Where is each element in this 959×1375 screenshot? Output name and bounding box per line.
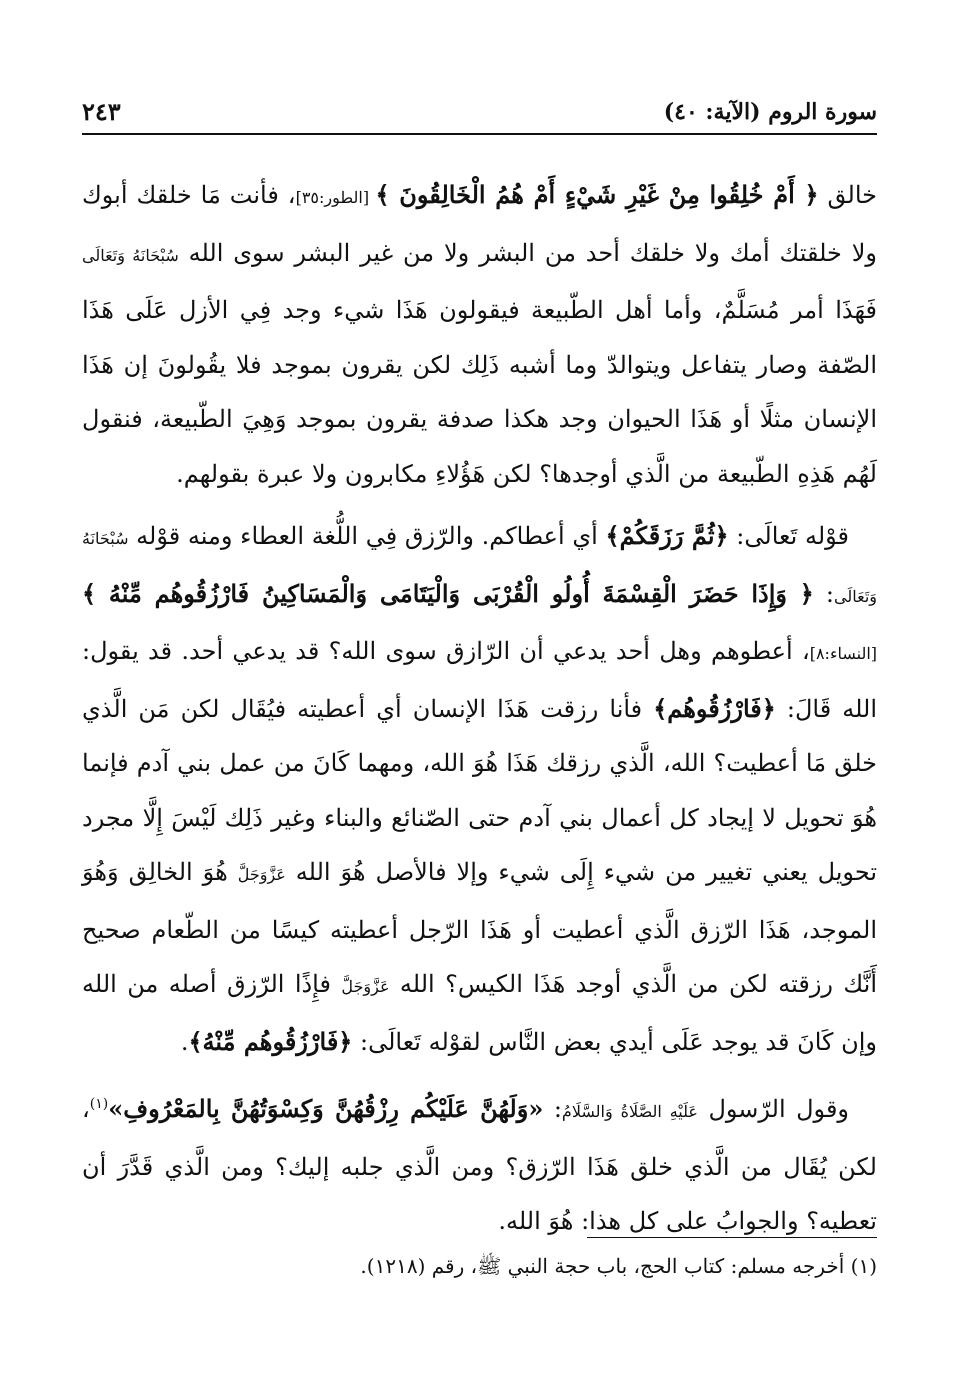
body-text: [82, 168, 877, 1257]
quran-verse: ﴿فَارْزُقُوهُم مِّنْهُ﴾: [188, 1026, 353, 1056]
text-run: وقول الرّسول: [697, 1095, 850, 1123]
text-run: فَهَذَا أمر مُسَلَّمٌ، وأما أهل الطّبيعة فيقولون هَذَا شيء وجد فِي الأزل عَلَى هَذَا الصّفة وصار يتفاعل ويتوالدّ وما أشبه ذَلِك لكن يقرون بموجد فلا يقُولونَ إن هَذَا الإنسان مثلًا أو هَذَا الحيوان وجد هكذا صدفة يقرون بموجد وَهِيَ الطّبيعة، فنقول لَهُم هَذِهِ الطّبيعة من الَّذي أوجدها؟ لكن هَؤُلاءِ مكابرون ولا عبرة بقولهم.: [82, 296, 877, 488]
text-run: ، أعطوهم وهل أحد يدعي أن الرّازق سوى الله؟ قد يدعي أحد. قد يقول: الله قَالَ:: [82, 637, 878, 723]
verse-reference: [النساء:٨]: [809, 644, 877, 663]
text-run: قوْله تَعالَى:: [728, 522, 850, 550]
hadith-quote: «وَلَهُنَّ عَلَيْكُم رِزْقُهُنَّ وَكِسْوَتُهُنَّ بِالمَعْرُوفِ»: [108, 1094, 544, 1123]
text-run: :: [543, 1095, 562, 1123]
text-run: أي أعطاكم. والرّزق فِي اللُّغة العطاء ومنه قوْله: [128, 522, 606, 550]
quran-verse: ﴿فَارْزُقُوهُم﴾: [653, 693, 776, 723]
footnote: (١) أخرجه مسلم: كتاب الحج، باب حجة النبي ﷺ، رقم (١٢١٨).: [360, 1254, 877, 1278]
paragraph-1: [82, 168, 877, 501]
text-run: ، لكن يُقَال من الَّذي خلق هَذَا الرّزق؟ ومن الَّذي جلبه إليك؟ ومن الَّذي قَدَّرَ أن تعطيه؟ والجوابُ على كل هذا: هُوَ الله.: [82, 1095, 877, 1235]
text-run: هُوَ الخالِق وَهُوَ الموجد، هَذَا الرّزق الَّذي أعطيت أو هَذَا الرّجل أعطيته كيسًا من الطّعام صحيح أَنَّك رزقته لكن من الَّذي أوجد هَذَا الكيس؟ الله: [82, 858, 877, 998]
honorific: سُبْحَانَهُ وَتَعَالَى: [82, 245, 179, 265]
text-run: .: [180, 1027, 189, 1056]
text-run: خالق: [818, 181, 877, 209]
quran-verse: ﴿ثُمَّ رَزَقَكُمْ﴾: [605, 521, 729, 550]
quran-verse: ﴿ أَمْ خُلِقُوا مِنْ غَيْرِ شَيْءٍ أَمْ هُمُ الْخَالِقُونَ ﴾: [375, 180, 819, 209]
honorific: عَزَّوَجَلَّ: [341, 977, 390, 996]
text-run: :: [813, 579, 835, 608]
paragraph-3: [82, 1077, 877, 1249]
page-number: ٢٤٣: [82, 97, 121, 126]
footnote-divider: [587, 1237, 877, 1238]
honorific: سُبْحَانَهُ وَتَعَالَى: [82, 529, 878, 606]
paragraph-2: [82, 509, 877, 1069]
page-header: [82, 93, 877, 135]
quran-verse: ﴿ وَإِذَا حَضَرَ الْقِسْمَةَ أُولُو الْقُرْبَى وَالْيَتَامَى وَالْمَسَاكِينُ فَارْزُقُوهُم مِّنْهُ ﴾: [82, 578, 814, 608]
verse-reference: [الطور:٣٥]: [295, 188, 376, 207]
honorific: عَزَّوَجَلَّ: [237, 865, 286, 884]
text-run: فأنا رزقت هَذَا الإنسان أي أعطيته فيُقَال لكن مَن الَّذي خلق مَا أعطيت؟ الله، الَّذي رزقك هَذَا هُوَ الله، ومهما كَانَ من عمل بني آدم فإنما هُوَ تحويل لا إيجاد كل أعمال بني آدم حتى الصّنائع والبناء وغير ذَلِك لَيْسَ إِلَّا مجرد تحويل يعني تغيير من شيء إِلَى شيء وإلا فالأصل هُوَ الله: [82, 694, 878, 886]
text-run: ، فأنت مَا خلقك أبوك ولا خلقتك أمك ولا خلقك أحد من البشر ولا من غير البشر سوى الله: [82, 181, 877, 267]
running-title: سورة الروم (الآية: ٤٠): [663, 99, 877, 125]
honorific: عَلَيْهِ الصَّلَاةُ وَالسَّلَامُ: [561, 1102, 698, 1121]
footnote-marker[interactable]: (١): [89, 1096, 109, 1112]
text-run: فإِذًا الرّزق أصله من الله وإن كَانَ قد يوجد عَلَى أيدي بعض النَّاس لقوْله تَعالَى:: [82, 970, 877, 1056]
